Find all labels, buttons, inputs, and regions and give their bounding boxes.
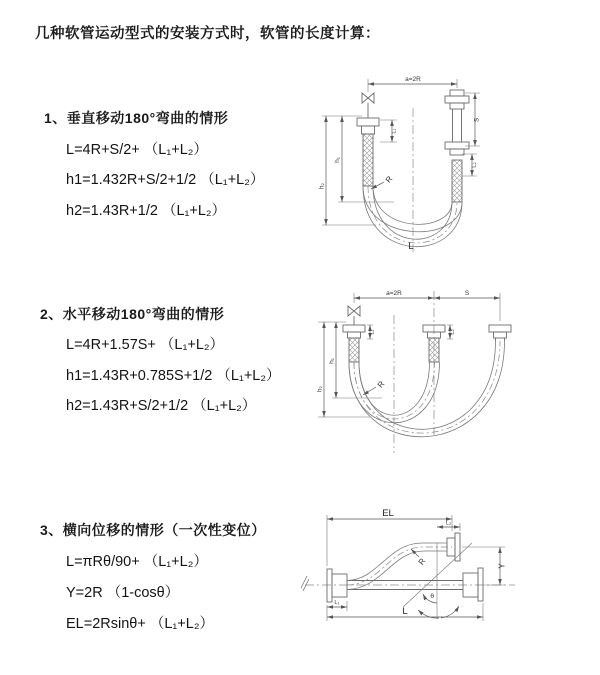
dim-label-l1: L₁ [369, 329, 376, 335]
braided-hose-left [363, 134, 373, 186]
diagram-horizontal-180-bend [310, 285, 545, 465]
diagram-vertical-180-bend [312, 68, 527, 258]
dim-label-l2: L₂ [445, 520, 452, 527]
dim-label-l2: L₂ [471, 162, 478, 168]
dim-label-s: S [473, 117, 481, 123]
s-curve-hose [347, 543, 452, 590]
dim-label-l2: L₂ [449, 329, 456, 335]
formula-y-3: Y=2R （1-cosθ） [66, 585, 180, 601]
valve-icon [348, 306, 360, 325]
dim-label-h2: h₂ [318, 182, 326, 190]
centerline-break-mark [301, 576, 309, 591]
diagram-lateral-displacement [300, 500, 565, 660]
dim-label-theta: θ [430, 593, 434, 600]
right-flange [489, 325, 511, 338]
dim-label-h1: h₁ [328, 358, 336, 364]
dim-label-l: L [402, 606, 408, 617]
dim-label-l: L [408, 241, 414, 252]
dim-label-a2r: a=2R [386, 290, 402, 297]
braided-hose-right [452, 160, 462, 202]
left-flange [357, 118, 379, 134]
formula-h1-1: h1=1.432R+S/2+1/2 （L₁+L₂） [66, 172, 265, 188]
dim-label-l1: L₁ [391, 128, 398, 134]
dim-label-s: S [464, 290, 470, 297]
dim-label-h1: h₁ [334, 157, 341, 163]
braided-hose-middle [429, 338, 439, 362]
formula-l-3: L=πRθ/90+ （L₁+L₂） [66, 554, 208, 570]
formula-l-2: L=4R+1.57S+ （L₁+L₂） [66, 337, 225, 353]
formula-h2-2: h2=1.43R+S/2+1/2 （L₁+L₂） [66, 398, 257, 414]
dim-label-l1: L₁ [334, 600, 340, 606]
dim-label-r: R [383, 174, 395, 185]
section-2-heading: 2、水平移动180°弯曲的情形 [40, 306, 225, 322]
formula-l-1: L=4R+S/2+ （L₁+L₂） [66, 142, 208, 158]
formula-el-3: EL=2Rsinθ+ （L₁+L₂） [66, 616, 214, 632]
upper-flange [447, 533, 460, 561]
right-pipe [496, 338, 505, 341]
left-flange [327, 569, 347, 602]
dim-label-h2: h₂ [316, 385, 324, 393]
dim-label-y: Y [497, 563, 507, 569]
page-title: 几种软管运动型式的安装方式时，软管的长度计算： [35, 26, 380, 42]
left-flange [343, 325, 365, 338]
braided-hose-left [349, 338, 359, 362]
right-flange-lower [445, 142, 469, 155]
formula-h1-2: h1=1.43R+0.785S+1/2 （L₁+L₂） [66, 368, 281, 384]
formula-h2-1: h2=1.43R+1/2 （L₁+L₂） [66, 203, 227, 219]
section-3-heading: 3、横向位移的情形（一次性变位） [40, 522, 266, 538]
swing-arrow-right [441, 606, 459, 618]
dim-label-a2r: a=2R [405, 76, 421, 83]
right-pipe [453, 109, 462, 142]
hose-u-bend [363, 186, 462, 247]
section-1-heading: 1、垂直移动180°弯曲的情形 [44, 110, 229, 126]
dim-label-el: EL [382, 508, 394, 519]
right-flange [463, 568, 483, 601]
dim-label-r: R [416, 556, 428, 567]
valve-icon [362, 93, 374, 118]
dim-label-r: R [375, 379, 387, 390]
